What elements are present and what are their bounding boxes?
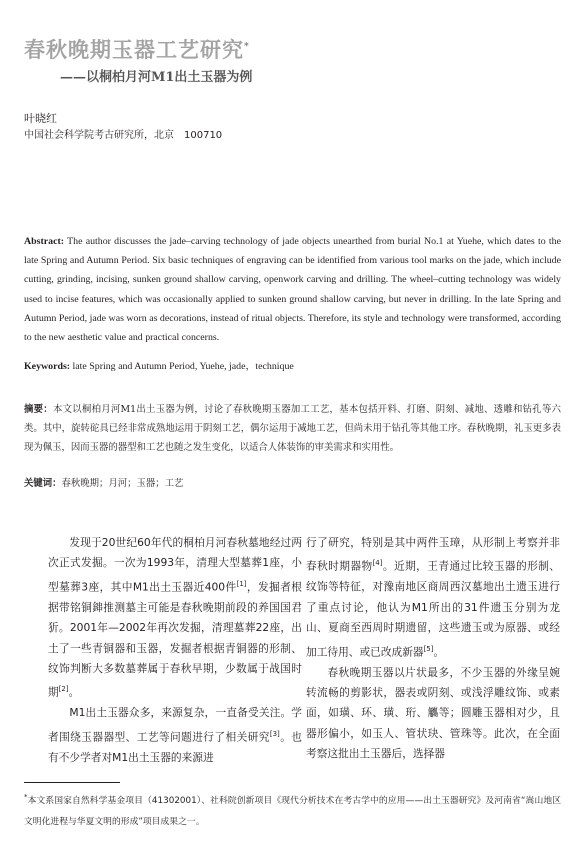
citation-ref: [4] [372, 559, 383, 568]
body-paragraph [306, 533, 560, 663]
abstract-english [24, 232, 561, 347]
citation-ref: [2] [58, 685, 69, 694]
cn-abstract-label: 摘要： [24, 404, 53, 415]
citation-ref: [1] [236, 579, 247, 588]
keywords-chinese [24, 476, 561, 492]
body-text: 。 [68, 685, 80, 699]
body-column-left [48, 533, 302, 768]
body-text: 。 [433, 645, 445, 659]
body-text: 发现于20世纪60年代的桐柏月河春秋墓地经过两次正式发掘。一次为1993年，清理大型墓葬1座，小型墓葬3座，其中M1出土玉器近400件 [48, 536, 302, 594]
citation-ref: [5] [423, 644, 434, 653]
body-text: 。近期，王青通过比较玉器的形制、纹饰等特征，对豫南地区商周西汉墓地出土遗玉进行了重点讨论，他认为M1所出的31件遗玉分别为龙山、夏商至西周时期遗留，这些遗玉或为原器、或经加工待用、或已改成新器 [306, 559, 560, 659]
citation-ref: [3] [269, 729, 280, 738]
body-text: 行了研究，特别是其中两件玉璋，从形制上考察并非春秋时期器物 [306, 536, 560, 573]
title-text: 春秋晚期玉器工艺研究 [24, 37, 244, 62]
footnote [24, 787, 561, 833]
body-column-right [306, 533, 560, 765]
cn-abstract-text: 本文以桐柏月河M1出土玉器为例，讨论了春秋晚期玉器加工工艺，基本包括开料、打磨、阴刻、减地、透雕和钻孔等六类。其中，旋转砣具已经非常成熟地运用于阴刻工艺，偶尔运用于减地工艺，但尚未用于钻孔等其他工序。春秋晚期，礼玉更多表现为佩玉，因而玉器的器型和工艺也随之发生变化，以适合人体装饰的审美需求和实用性。 [24, 404, 561, 453]
footnote-divider [24, 782, 120, 783]
body-paragraph: 春秋晚期玉器以片状最多，不少玉器的外缘呈婉转流畅的剪影状，器表或阴刻、或浅浮雕纹饰、或素面，如璜、环、璜、珩、觿等；圆雕玉器相对少，且器形偏小，如玉人、管状玦、管珠等。此次，在全面考察这批出土玉器后，选择器 [306, 665, 560, 761]
abstract-text: The author discusses the jade–carving technology of jade objects unearthed from burial No.1 at Yuehe, which dates to the late Spring and Autumn Period. Six basic techniques of engraving can be identified from various tool marks on the jade, which include cutting, grinding, incising, sunken ground shallow carving, openwork carving and drilling. The wheel–cutting technology was widely used to incise features, which was occasionally applied to sunken ground shallow carving, but never in drilling. In the late Spring and Autumn Period, jade was worn as decorations, instead of ritual objects. Therefore, its style and technology were transformed, according to the new aesthetic value and practical concerns. [24, 236, 561, 344]
keywords-english [24, 359, 561, 375]
article-subtitle: ——以桐柏月河M1出土玉器为例 [60, 70, 253, 85]
keywords-label: Keywords: [24, 361, 71, 372]
body-paragraph [48, 533, 302, 703]
body-text: ，发掘者根据带铭铜鋛推测墓主可能是春秋晚期前段的养国国君㹞。2001年—2002年再次发掘，清理墓葬22座，出土了一些青铜器和玉器，发掘者根据青铜器的形制、纹饰判断大多数墓葬属于春秋早期，少数属于战国时期 [48, 580, 302, 699]
cn-keywords-label: 关键词： [24, 478, 62, 489]
body-paragraph [48, 703, 302, 768]
footnote-mark: * [24, 793, 28, 801]
abstract-label: Abstract: [24, 236, 65, 247]
footnote-text: 本文系国家自然科学基金项目（41302001）、社科院创新项目《现代分析技术在考古学中的应用——出土玉器研究》及河南省“嵩山地区文明化进程与华夏文明的形成”项目成果之一。 [24, 795, 561, 827]
cn-keywords-text: 春秋晚期；月河；玉器；工艺 [61, 478, 184, 489]
keywords-text: late Spring and Autumn Period, Yuehe, jade，technique [72, 361, 294, 372]
abstract-chinese [24, 400, 561, 457]
body-text: M1出土玉器众多，来源复杂，一直备受关注。学者围绕玉器器型、工艺等问题进行了相关研究 [48, 706, 302, 744]
author-name: 叶晓红 [24, 112, 57, 125]
author-affiliation: 中国社会科学院考古研究所，北京 100710 [24, 130, 223, 141]
body-text: 。也有不少学者对M1出土玉器的来源进 [48, 730, 302, 764]
title-footnote-mark: * [244, 42, 250, 52]
article-title [24, 34, 250, 64]
